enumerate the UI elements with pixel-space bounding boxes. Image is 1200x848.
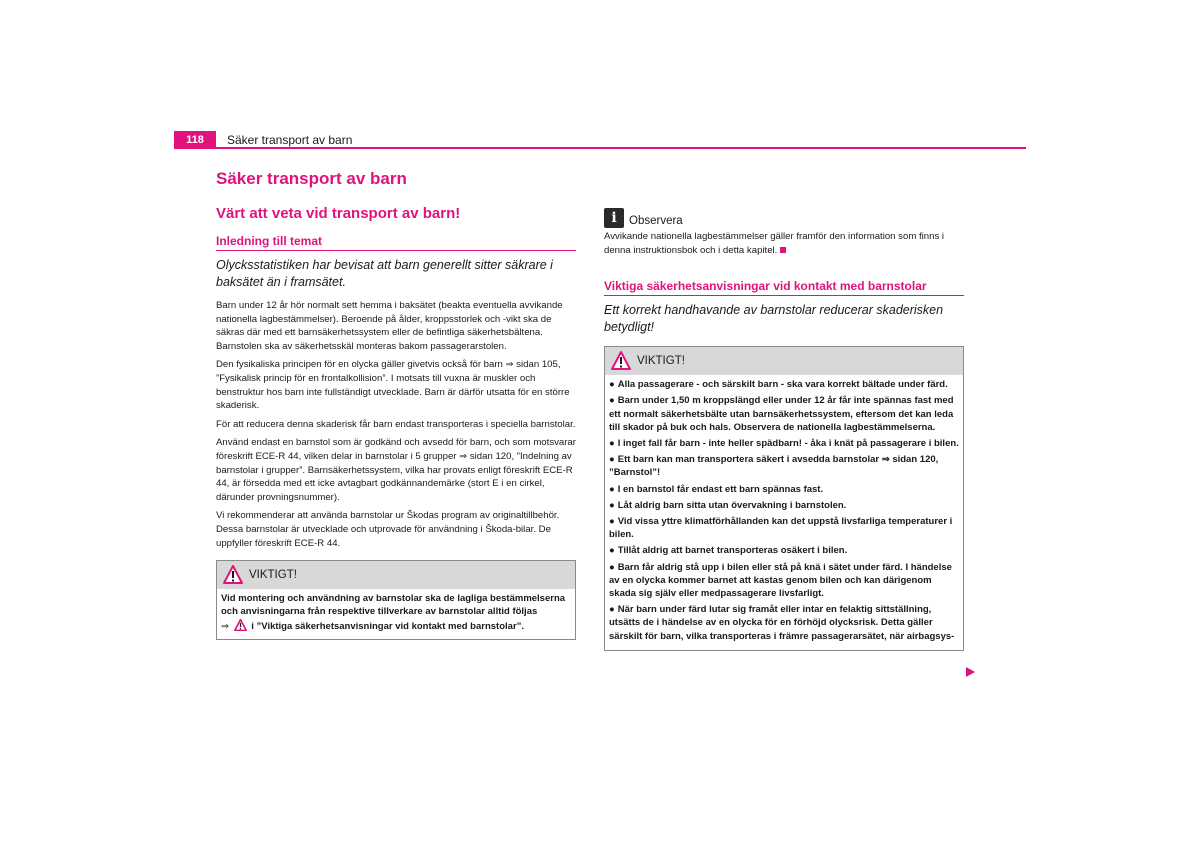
warning-header: [605, 347, 963, 375]
warning-box: [216, 560, 576, 640]
warning-bullet: ● Ett barn kan man transportera säkert i avsedda barnstolar ⇒ sidan 120, ”Barnstol”!: [609, 454, 939, 479]
warning-body: [605, 375, 963, 650]
page-header: [174, 131, 1026, 149]
warning-bullet: ● Tillåt aldrig att barnet transporteras osäkert i bilen.: [609, 545, 848, 557]
continue-arrow-icon: [966, 667, 975, 677]
body-paragraph: Använd endast en barnstol som är godkänd och avsedd för barn, och som motsvarar föreskrift ECE-R 44, vilken delar in barnstolar i 5 grupper ⇒ sidan 120, ”Indelning av barnstolar i grupper”. Barnsäkerhetssystem, vilka har provats enligt föreskrift ECE-R 44, är försedda med ett icke avtagbart godkännandemärke (stort E i en cirkel, därunder provningsnummer).: [216, 437, 576, 503]
subsection-heading: Viktiga säkerhetsanvisningar vid kontakt med barnstolar: [604, 279, 964, 296]
warning-bullet: ● Alla passagerare - och särskilt barn - ska vara korrekt bältade under färd.: [609, 379, 948, 391]
note-body: Avvikande nationella lagbestämmelser gäller framför den information som finns i denna instruktionsbok och i detta kapitel.: [604, 231, 945, 256]
note-text: [604, 230, 964, 257]
right-column: [604, 208, 964, 651]
warning-label: VIKTIGT!: [249, 569, 297, 582]
body-paragraph: För att reducera denna skaderisk får barn endast transporteras i speciella barnstolar.: [216, 418, 576, 430]
body-paragraph: Barn under 12 år hör normalt sett hemma i baksätet (beakta eventuella avvikande nationella lagbestämmelser). Beroende på ålder, kroppsstorlek och -vikt ska de säkras där med ett barnsäkerhetssystem eller de befintliga säkerhetsbältena. Barnstolen ska av säkerhetsskäl monteras bakom passagerarstolen.: [216, 300, 563, 352]
body-paragraph: Vi rekommenderar att använda barnstolar ur Škodas program av originaltillbehör. Dessa barnstolar är utvecklade och utprovade för användning i Škoda-bilar. De uppfyller föreskrift ECE-R 44.: [216, 510, 560, 549]
reference-link[interactable]: i ”Viktiga säkerhetsanvisningar vid kontakt med barnstolar”.: [251, 620, 525, 632]
warning-bullet: ● Barn får aldrig stå upp i bilen eller stå på knä i sätet under färd. I händelse av en olycka kommer barnet att kastas genom bilen och kan därigenom skada sig själv eller medpassagerare livsfarligt.: [609, 561, 952, 600]
note-header: [604, 208, 964, 228]
lead-text: Olycksstatistiken har bevisat att barn generellt sitter säkrare i baksätet än i framsätet.: [216, 258, 553, 289]
warning-triangle-icon: [234, 619, 247, 635]
warning-text: Vid montering och användning av barnstolar ska de lagliga bestämmelserna och anvisningarna från respektive tillverkare av barnstolar alltid följas: [221, 593, 566, 618]
warning-label: VIKTIGT!: [637, 355, 685, 368]
warning-triangle-icon: [223, 565, 243, 589]
warning-header: [217, 561, 575, 589]
chapter-title: Säker transport av barn: [216, 169, 407, 188]
end-of-section-marker: [780, 247, 786, 253]
warning-bullet: ● När barn under färd lutar sig framåt eller intar en felaktig sittställning, utsätts de i händelse av en olycka för en förhöjd olycksrisk. Detta gäller särskilt för barn, vilka transporteras i främre passagerarsätet, när airbagsys-: [609, 604, 955, 642]
left-column: [216, 168, 576, 640]
body-paragraph: Den fysikaliska principen för en olycka gäller givetvis också för barn ⇒ sidan 105, ”Fysikalisk princip för en frontalkollision”. I motsats till vuxna är muskler och benstruktur hos barn inte fullständigt utvecklade. Barn är därför utsatta för en större skaderisk.: [216, 359, 570, 412]
warning-triangle-icon: [611, 351, 631, 375]
warning-bullet: ● I inget fall får barn - inte heller spädbarn! - åka i knät på passagerare i bilen.: [609, 438, 959, 449]
info-icon: i: [604, 208, 624, 228]
header-rule: [216, 147, 1026, 149]
running-title: Säker transport av barn: [227, 133, 353, 147]
warning-bullet: ● I en barnstol får endast ett barn spännas fast.: [609, 483, 824, 495]
warning-bullet: ● Vid vissa yttre klimatförhållanden kan det uppstå livsfarliga temperaturer i bilen.: [609, 516, 953, 541]
warning-box: [604, 346, 964, 651]
warning-body: [217, 589, 575, 639]
warning-bullet: ● Låt aldrig barn sitta utan övervakning i barnstolen.: [609, 499, 847, 511]
reference-arrow: ⇒: [221, 620, 229, 632]
page-number: 118: [174, 131, 216, 149]
subsection-heading: Inledning till temat: [216, 234, 576, 251]
section-title: Värt att veta vid transport av barn!: [216, 205, 461, 222]
warning-bullet: ● Barn under 1,50 m kroppslängd eller under 12 år får inte spännas fast med ett normalt säkerhetsbälte utan barnsäkerhetssystem, eftersom det kan leda till skador på buk och hals. Observera de nationella lagbestämmelserna.: [609, 395, 954, 433]
lead-text: Ett korrekt handhavande av barnstolar reducerar skaderisken betydligt!: [604, 303, 944, 335]
note-label: Observera: [629, 215, 683, 227]
